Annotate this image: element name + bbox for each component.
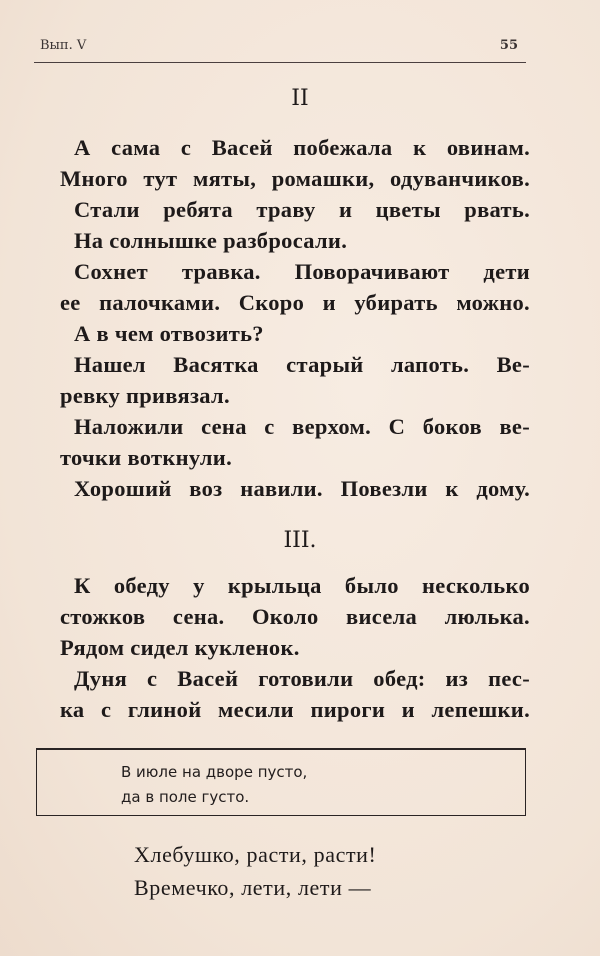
text-line: ее палочками. Скоро и убирать можно. (60, 290, 530, 315)
text-line: Дуня с Васей готовили обед: из пес- (74, 666, 530, 691)
text-line: Наложили сена с верхом. С боков ве- (74, 414, 530, 439)
text-line: точки воткнули. (60, 445, 232, 470)
text-line: Сохнет травка. Поворачивают дети (74, 259, 530, 284)
header-rule (34, 62, 526, 63)
text-line: Много тут мяты, ромашки, одуванчиков. (60, 166, 530, 191)
text-line: На солнышке разбросали. (74, 228, 348, 253)
text-line: Нашел Васятка старый лапоть. Ве- (74, 352, 530, 377)
text-line: К обеду у крыльца было несколько (74, 573, 530, 598)
text-line: стожков сена. Около висела люлька. (60, 604, 530, 629)
text-line: А сама с Васей побежала к овинам. (74, 135, 530, 160)
section-2-heading: II (291, 86, 309, 111)
proverb-line: да в поле густо. (121, 788, 250, 806)
text-line: ка с глиной месили пироги и лепешки. (60, 697, 530, 722)
text-line: Стали ребята траву и цветы рвать. (74, 197, 530, 222)
proverb-line: В июле на дворе пусто, (121, 763, 308, 781)
running-header (34, 36, 526, 60)
section-3-heading: III. (283, 528, 317, 553)
section-3-text (60, 570, 530, 725)
issue-label: Вып. V (40, 38, 87, 53)
text-line: А в чем отвозить? (74, 321, 264, 346)
page-number: 55 (499, 38, 518, 53)
verse-line: Времечко, лети, лети — (134, 875, 372, 900)
proverb-box (36, 748, 526, 816)
text-line: Хороший воз навили. Повезли к дому. (74, 476, 530, 501)
section-2-text (60, 132, 530, 504)
verse-line: Хлебушко, расти, расти! (134, 842, 377, 867)
text-line: Рядом сидел кукленок. (60, 635, 300, 660)
text-line: ревку привязал. (60, 383, 230, 408)
